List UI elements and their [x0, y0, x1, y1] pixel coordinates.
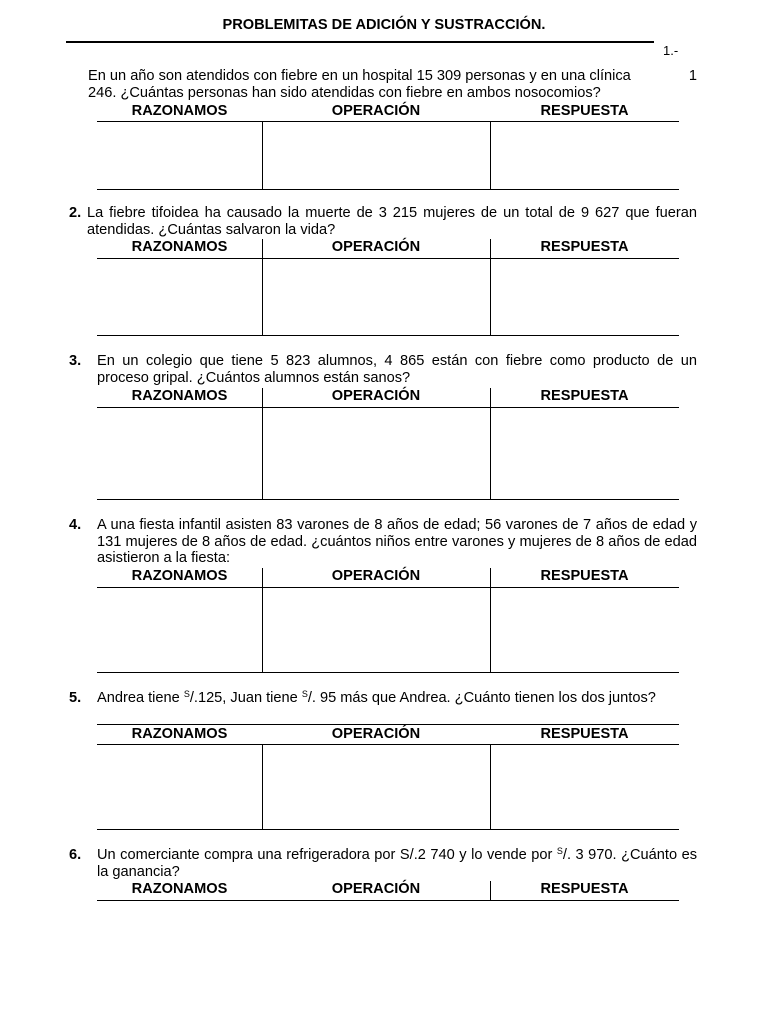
problem-1-text-line-1: En un año son atendidos con fiebre en un hospital 15 309 personas y en una clínica — [88, 68, 631, 84]
problem-2-text — [87, 205, 697, 238]
column-divider — [490, 239, 491, 336]
header-operacion: OPERACIÓN — [331, 881, 421, 897]
problem-3-text — [97, 353, 697, 386]
problem-5-text — [97, 690, 697, 707]
column-divider — [490, 881, 491, 900]
title-rule — [66, 41, 654, 43]
header-respuesta: RESPUESTA — [540, 726, 629, 742]
problem-2-statement: La fiebre tifoidea ha causado la muerte de 3 215 mujeres de un total de 9 627 que fueran atendidas. ¿Cuántas salvaron la vida? — [87, 205, 697, 238]
answer-table-3 — [97, 388, 679, 500]
problem-5-text-c: /. 95 más que Andrea. ¿Cuánto tienen los dos juntos? — [307, 690, 656, 706]
problem-3-statement: En un colegio que tiene 5 823 alumnos, 4 865 están con fiebre como producto de un proceso gripal. ¿Cuántos alumnos están sanos? — [97, 353, 697, 386]
page-number: 1.- — [663, 43, 679, 58]
header-rule — [97, 407, 679, 408]
problem-5-text-b: /.125, Juan tiene — [189, 690, 302, 706]
problem-number: 4. — [69, 517, 82, 533]
problem-4-statement: A una fiesta infantil asisten 83 varones de 8 años de edad; 56 varones de 7 años de edad y 131 mujeres de 8 años de edad. ¿cuántos niños entre varones y mujeres de 8 años de edad asistieron a la fiesta: — [97, 517, 697, 566]
bottom-rule — [97, 499, 679, 500]
header-operacion: OPERACIÓN — [331, 568, 421, 584]
answer-table-2 — [97, 239, 679, 336]
header-razonamos: RAZONAMOS — [131, 568, 228, 584]
column-divider — [262, 388, 263, 500]
header-razonamos: RAZONAMOS — [131, 103, 228, 119]
header-razonamos: RAZONAMOS — [131, 726, 228, 742]
problem-number: 2. — [69, 205, 82, 221]
problem-1-text-line-2: 246. ¿Cuántas personas han sido atendidas con fiebre en ambos nosocomios? — [88, 85, 601, 101]
column-divider — [490, 388, 491, 500]
problem-6-text-b: /. 3 970. ¿Cuánto es la ganancia? — [97, 847, 697, 880]
column-divider — [262, 121, 263, 190]
problem-1-line-1 — [88, 68, 697, 84]
header-razonamos: RAZONAMOS — [131, 388, 228, 404]
page-title: PROBLEMITAS DE ADICIÓN Y SUSTRACCIÓN. — [222, 17, 546, 33]
currency-sup: S — [183, 689, 190, 699]
column-divider — [262, 744, 263, 830]
column-divider — [490, 121, 491, 190]
column-divider — [490, 744, 491, 830]
header-razonamos: RAZONAMOS — [131, 881, 228, 897]
bottom-rule — [97, 189, 679, 190]
column-divider — [490, 568, 491, 673]
header-rule — [97, 121, 679, 122]
problem-number: 3. — [69, 353, 82, 369]
bottom-rule — [97, 672, 679, 673]
header-operacion: OPERACIÓN — [331, 388, 421, 404]
top-rule — [97, 724, 679, 725]
problem-4-text — [97, 517, 697, 567]
answer-table-1 — [97, 103, 679, 190]
column-divider — [262, 239, 263, 336]
header-rule — [97, 744, 679, 745]
header-operacion: OPERACIÓN — [331, 239, 421, 255]
table-header — [97, 388, 679, 406]
header-razonamos: RAZONAMOS — [131, 239, 228, 255]
header-rule — [97, 900, 679, 901]
problem-number: 5. — [69, 690, 82, 706]
table-header — [97, 726, 679, 744]
problem-1-line-1-tail: 1 — [688, 68, 697, 84]
currency-sup: S — [556, 846, 563, 856]
answer-table-5 — [97, 724, 679, 830]
answer-table-4 — [97, 568, 679, 673]
table-header — [97, 568, 679, 586]
header-respuesta: RESPUESTA — [540, 239, 629, 255]
header-rule — [97, 258, 679, 259]
column-divider — [262, 568, 263, 673]
table-header — [97, 881, 679, 899]
answer-table-6 — [97, 881, 679, 901]
bottom-rule — [97, 335, 679, 336]
problem-6-text-a: Un comerciante compra una refrigeradora por S/.2 740 y lo vende por — [97, 847, 557, 863]
problem-number: 6. — [69, 847, 82, 863]
header-rule — [97, 587, 679, 588]
header-respuesta: RESPUESTA — [540, 881, 629, 897]
currency-sup: S — [301, 689, 308, 699]
header-operacion: OPERACIÓN — [331, 726, 421, 742]
bottom-rule — [97, 829, 679, 830]
problem-5-text-a: Andrea tiene — [97, 690, 184, 706]
header-respuesta: RESPUESTA — [540, 568, 629, 584]
header-respuesta: RESPUESTA — [540, 103, 629, 119]
problem-6-text — [97, 847, 697, 880]
header-operacion: OPERACIÓN — [331, 103, 421, 119]
header-respuesta: RESPUESTA — [540, 388, 629, 404]
table-header — [97, 239, 679, 257]
table-header — [97, 103, 679, 121]
